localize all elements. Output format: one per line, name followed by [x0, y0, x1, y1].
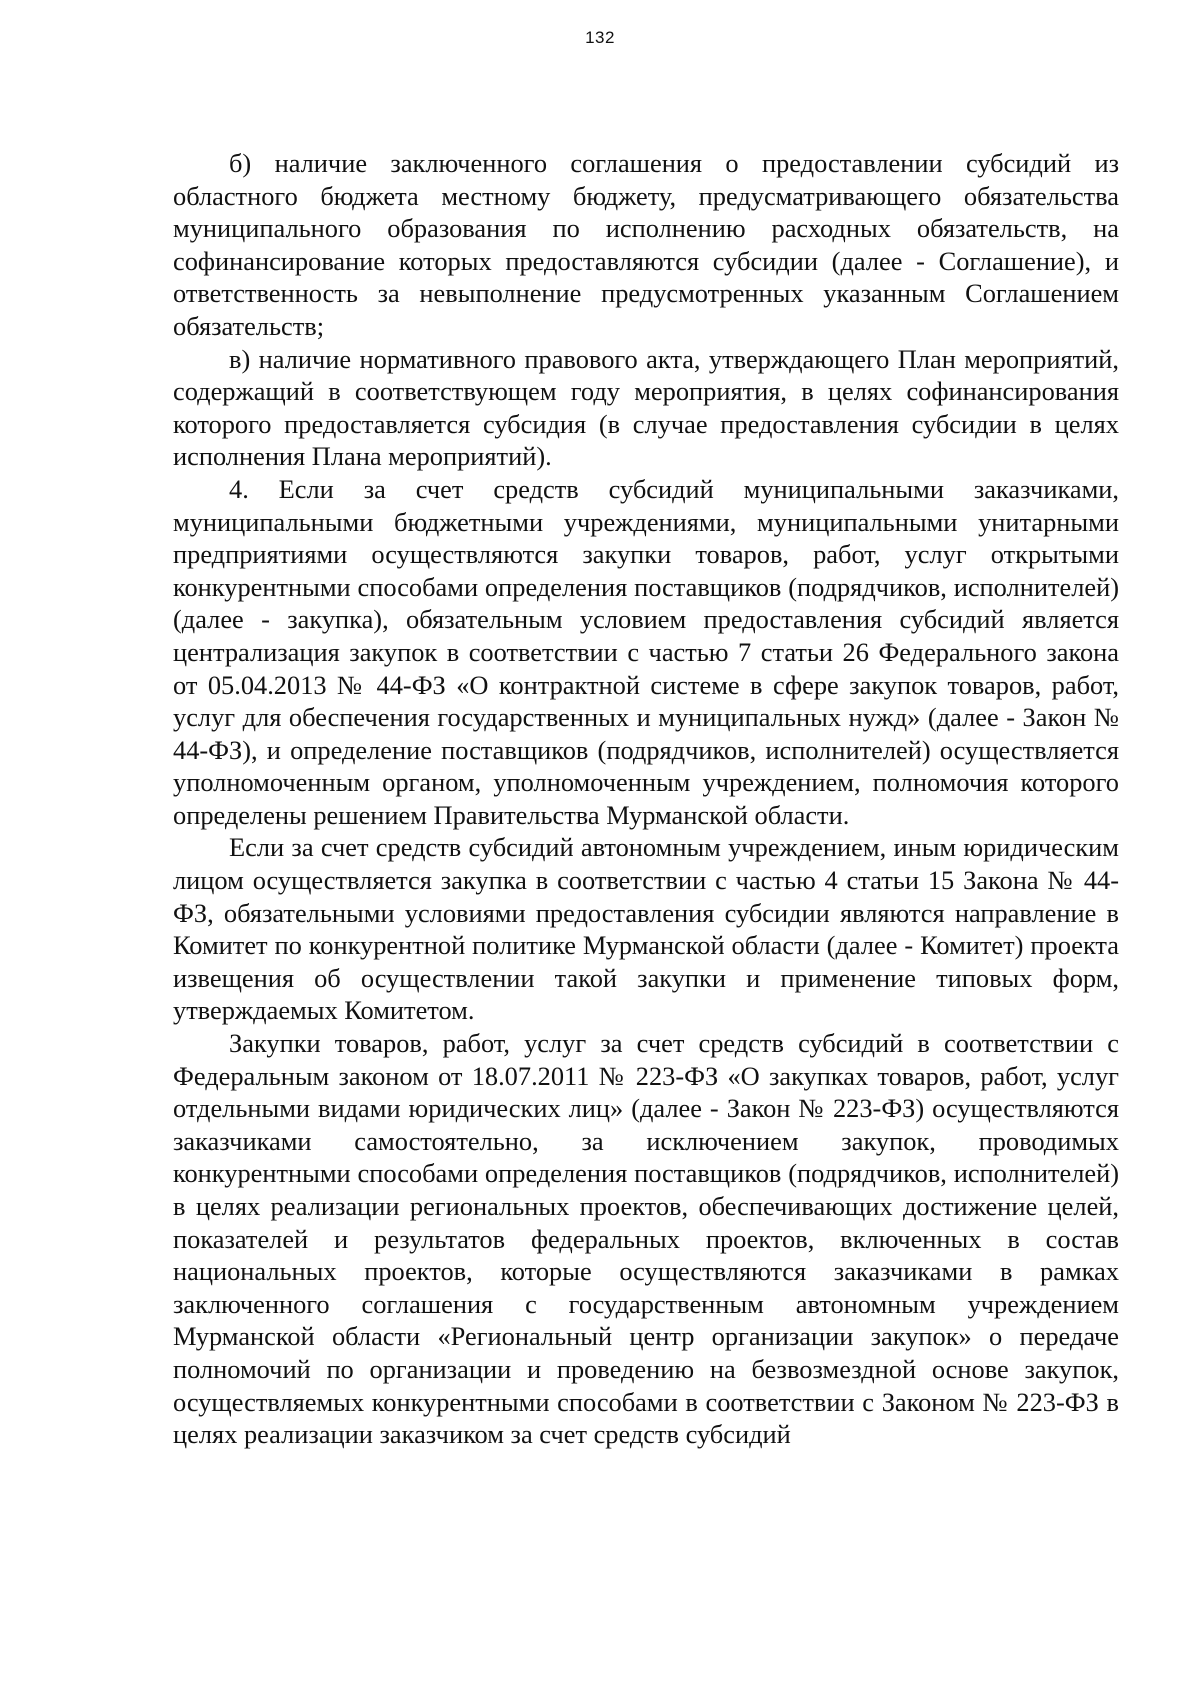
document-body: [173, 147, 1119, 1451]
paragraph-v: в) наличие нормативного правового акта, утверждающего План мероприятий, содержащий в соответствующем году мероприятия, в целях софинансирования которого предоставляется субсидия (в случае предоставления субсидии в целях исполнения Плана мероприятий).: [173, 343, 1119, 472]
paragraph-autonomous: Если за счет средств субсидий автономным учреждением, иным юридическим лицом осуществляется закупка в соответствии с частью 4 статьи 15 Закона № 44-ФЗ, обязательными условиями предоставления субсидии являются направление в Комитет по конкурентной политике Мурманской области (далее - Комитет) проекта извещения об осуществлении такой закупки и применение типовых форм, утверждаемых Комитетом.: [173, 832, 1119, 1026]
paragraph-4: 4. Если за счет средств субсидий муниципальными заказчиками, муниципальными бюджетными учреждениями, муниципальными унитарными предприятиями осуществляются закупки товаров, работ, услуг открытыми конкурентными способами определения поставщиков (подрядчиков, исполнителей) (далее - закупка), обязательным условием предоставления субсидий является централизация закупок в соответствии с частью 7 статьи 26 Федерального закона от 05.04.2013 № 44-ФЗ «О контрактной системе в сфере закупок товаров, работ, услуг для обеспечения государственных и муниципальных нужд» (далее - Закон № 44-ФЗ), и определение поставщиков (подрядчиков, исполнителей) осуществляется уполномоченным органом, уполномоченным учреждением, полномочия которого определены решением Правительства Мурманской области.: [173, 473, 1119, 830]
paragraph-223fz: Закупки товаров, работ, услуг за счет средств субсидий в соответствии с Федеральным законом от 18.07.2011 № 223-ФЗ «О закупках товаров, работ, услуг отдельными видами юридических лиц» (далее - Закон № 223-ФЗ) осуществляются заказчиками самостоятельно, за исключением закупок, проводимых конкурентными способами определения поставщиков (подрядчиков, исполнителей) в целях реализации региональных проектов, обеспечивающих достижение целей, показателей и результатов федеральных проектов, включенных в состав национальных проектов, которые осуществляются заказчиками в рамках заключенного соглашения с государственным автономным учреждением Мурманской области «Региональный центр организации закупок» о передаче полномочий по организации и проведению на безвозмездной основе закупок, осуществляемых конкурентными способами в соответствии с Законом № 223-ФЗ в целях реализации заказчиком за счет средств субсидий: [173, 1028, 1119, 1450]
paragraph-b: б) наличие заключенного соглашения о предоставлении субсидий из областного бюджета местному бюджету, предусматривающего обязательства муниципального образования по исполнению расходных обязательств, на софинансирование которых предоставляются субсидии (далее - Соглашение), и ответственность за невыполнение предусмотренных указанным Соглашением обязательств;: [173, 148, 1119, 341]
page-number: 132: [585, 28, 615, 47]
